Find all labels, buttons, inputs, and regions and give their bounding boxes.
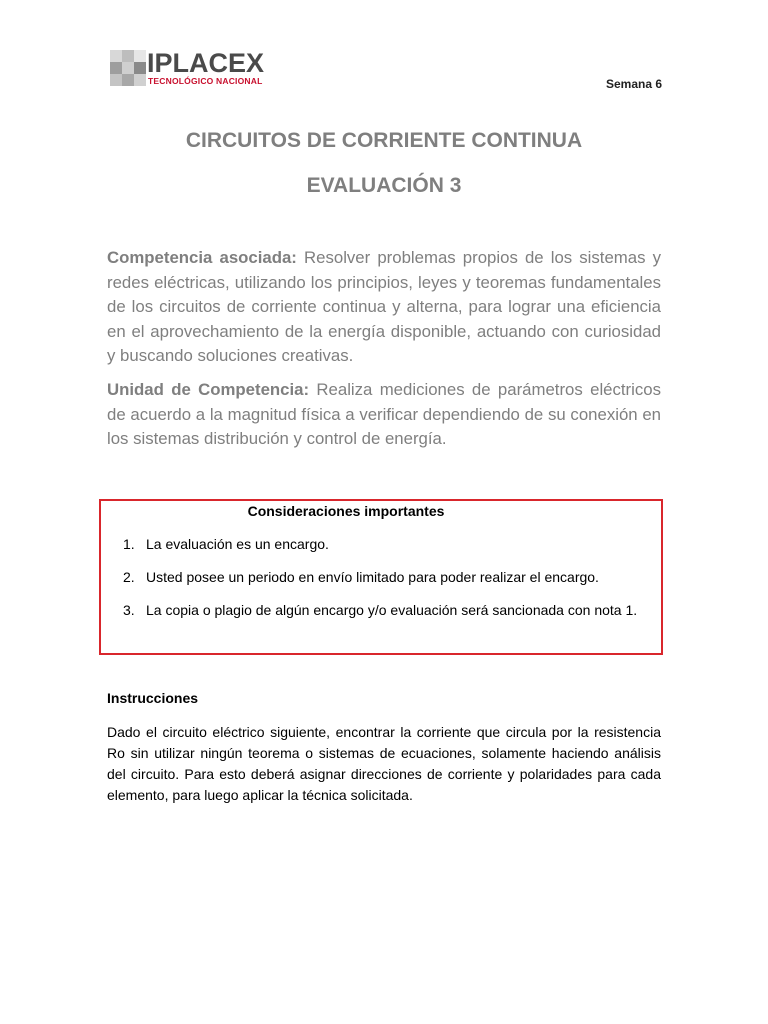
week-label: Semana 6 — [606, 77, 663, 91]
iplacex-logo — [110, 50, 280, 90]
list-item-number: 2. — [123, 569, 135, 585]
list-item-text: Usted posee un periodo en envío limitado para poder realizar el encargo. — [146, 569, 599, 585]
unidad-label: Unidad de Competencia: — [107, 380, 310, 399]
competencia-text: Resolver problemas propios de los sistemas y redes eléctricas, utilizando los principios, leyes y teoremas fundamentales de los circuitos de corriente continua y alterna, para lograr una eficiencia en el aprovechamiento de la energía disponible, actuando con curiosidad y buscando soluciones creativas. — [107, 248, 661, 365]
document-title: CIRCUITOS DE CORRIENTE CONTINUA — [185, 129, 583, 152]
list-item-number: 1. — [123, 536, 135, 552]
list-item-number: 3. — [123, 602, 135, 618]
logo-grid-icon — [110, 50, 146, 86]
considerations-box — [99, 499, 663, 655]
list-item-text: La evaluación es un encargo. — [146, 536, 329, 552]
list-item-text: La copia o plagio de algún encargo y/o evaluación será sancionada con nota 1. — [146, 602, 638, 618]
competencia-label: Competencia asociada: — [107, 248, 297, 267]
competencia-paragraph — [107, 246, 661, 369]
logo-name: IPLACEX — [147, 48, 265, 78]
instructions-heading: Instrucciones — [107, 690, 199, 706]
logo-subtitle: TECNOLÓGICO NACIONAL — [148, 76, 263, 86]
unidad-paragraph — [107, 378, 661, 452]
instructions-text: Dado el circuito eléctrico siguiente, encontrar la corriente que circula por la resistencia Ro sin utilizar ningún teorema o sistemas de ecuaciones, solamente haciendo análisis del circuito. Para esto deberá asignar direcciones de corriente y polaridades para cada elemento, para luego aplicar la técnica solicitada. — [107, 724, 661, 803]
considerations-title: Consideraciones importantes — [247, 503, 445, 519]
evaluation-title: EVALUACIÓN 3 — [306, 174, 462, 197]
unidad-text: Realiza mediciones de parámetros eléctricos de acuerdo a la magnitud física a verificar dependiendo de su conexión en los sistemas distribución y control de energía. — [107, 380, 661, 448]
